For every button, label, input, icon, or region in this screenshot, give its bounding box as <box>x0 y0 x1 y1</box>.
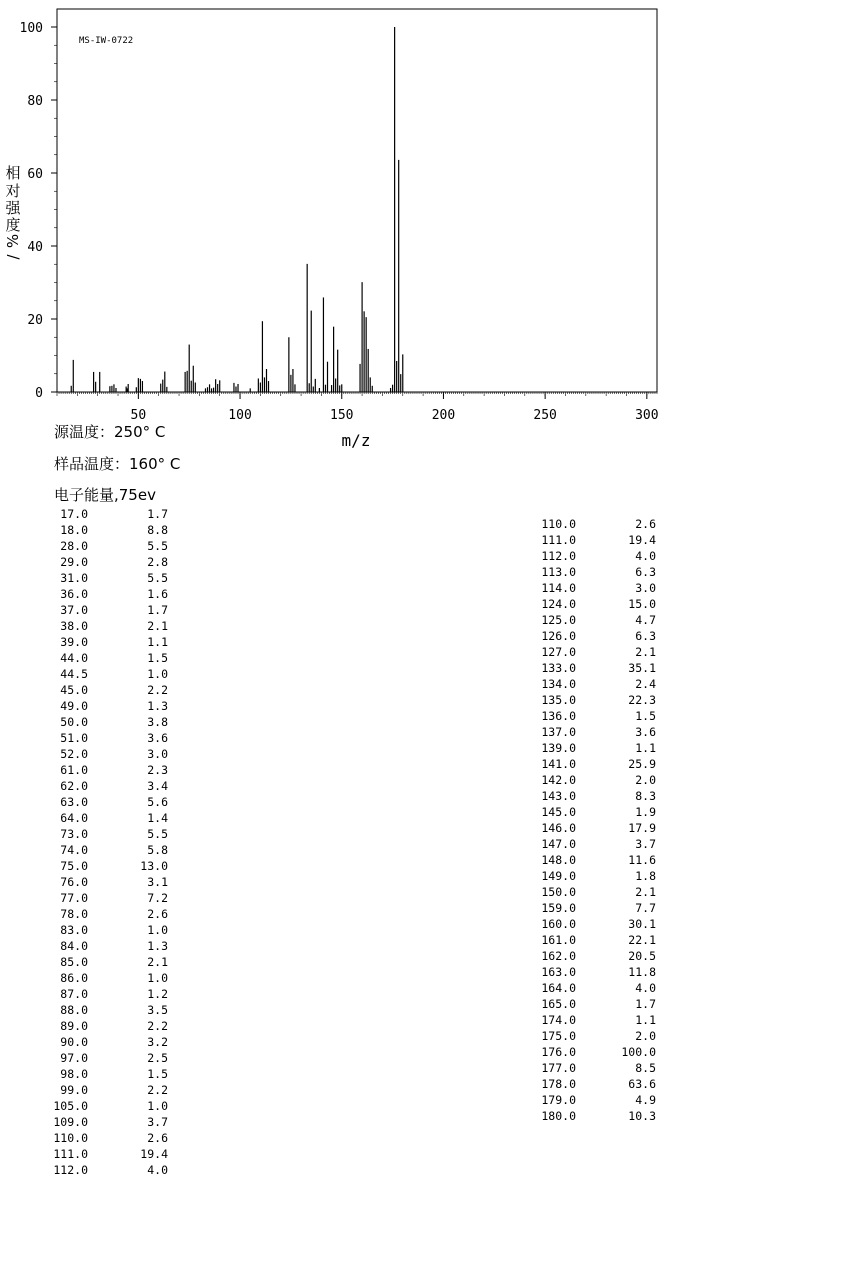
mz-value: 177.0 <box>541 1061 576 1075</box>
peak-table-row <box>48 858 168 874</box>
intensity-value: 35.1 <box>628 661 656 675</box>
intensity-value: 8.8 <box>147 523 168 537</box>
mz-value: 36.0 <box>60 587 88 601</box>
electron-energy: 电子能量,75ev <box>54 486 156 504</box>
peak-table-row <box>48 650 168 666</box>
intensity-value: 4.9 <box>635 1093 656 1107</box>
peak-table-row <box>48 634 168 650</box>
peak-table-row <box>48 1050 168 1066</box>
intensity-value: 3.6 <box>635 725 656 739</box>
mz-value: 44.0 <box>60 651 88 665</box>
mz-value: 64.0 <box>60 811 88 825</box>
peak-table-row <box>536 708 656 724</box>
intensity-value: 1.0 <box>147 971 168 985</box>
peak-table-row <box>48 1082 168 1098</box>
mz-value: 133.0 <box>541 661 576 675</box>
intensity-value: 1.7 <box>147 603 168 617</box>
mz-value: 162.0 <box>541 949 576 963</box>
mz-value: 99.0 <box>60 1083 88 1097</box>
mz-value: 134.0 <box>541 677 576 691</box>
mz-value: 50.0 <box>60 715 88 729</box>
peak-table-row <box>536 996 656 1012</box>
mz-value: 136.0 <box>541 709 576 723</box>
mz-value: 127.0 <box>541 645 576 659</box>
peak-table-row <box>48 570 168 586</box>
mz-value: 109.0 <box>53 1115 88 1129</box>
y-axis-label-char: 度 <box>5 216 21 234</box>
mz-value: 74.0 <box>60 843 88 857</box>
peak-table-row <box>536 612 656 628</box>
mz-value: 89.0 <box>60 1019 88 1033</box>
mz-value: 38.0 <box>60 619 88 633</box>
mz-value: 139.0 <box>541 741 576 755</box>
source-temperature: 源温度：250° C <box>54 423 166 441</box>
mz-value: 176.0 <box>541 1045 576 1059</box>
intensity-value: 11.8 <box>628 965 656 979</box>
mass-spectrum-chart <box>0 0 850 460</box>
mz-value: 174.0 <box>541 1013 576 1027</box>
peak-table-row <box>536 1076 656 1092</box>
mz-value: 78.0 <box>60 907 88 921</box>
intensity-value: 1.0 <box>147 1099 168 1113</box>
x-tick-label: 250 <box>533 408 557 423</box>
intensity-value: 22.1 <box>628 933 656 947</box>
peak-table-row <box>536 628 656 644</box>
peak-table-row <box>48 554 168 570</box>
peak-table-row <box>536 756 656 772</box>
intensity-value: 1.5 <box>635 709 656 723</box>
peak-table-row <box>536 516 656 532</box>
peak-table-row <box>536 692 656 708</box>
mz-value: 98.0 <box>60 1067 88 1081</box>
intensity-value: 1.2 <box>147 987 168 1001</box>
peak-table-row <box>536 1060 656 1076</box>
mz-value: 146.0 <box>541 821 576 835</box>
intensity-value: 1.4 <box>147 811 168 825</box>
mz-value: 61.0 <box>60 763 88 777</box>
intensity-value: 5.6 <box>147 795 168 809</box>
intensity-value: 3.2 <box>147 1035 168 1049</box>
mz-value: 88.0 <box>60 1003 88 1017</box>
intensity-value: 2.6 <box>635 517 656 531</box>
intensity-value: 1.3 <box>147 939 168 953</box>
intensity-value: 3.1 <box>147 875 168 889</box>
intensity-value: 19.4 <box>628 533 656 547</box>
intensity-value: 1.7 <box>147 507 168 521</box>
intensity-value: 5.5 <box>147 827 168 841</box>
mz-value: 37.0 <box>60 603 88 617</box>
intensity-value: 5.5 <box>147 571 168 585</box>
mz-value: 142.0 <box>541 773 576 787</box>
intensity-value: 2.2 <box>147 683 168 697</box>
peak-table-row <box>48 762 168 778</box>
intensity-value: 3.8 <box>147 715 168 729</box>
peak-table-row <box>536 676 656 692</box>
mz-value: 147.0 <box>541 837 576 851</box>
mz-value: 112.0 <box>541 549 576 563</box>
mz-value: 90.0 <box>60 1035 88 1049</box>
intensity-value: 1.0 <box>147 923 168 937</box>
intensity-value: 2.3 <box>147 763 168 777</box>
plot-frame <box>57 9 657 392</box>
peak-table-row <box>48 906 168 922</box>
intensity-value: 3.4 <box>147 779 168 793</box>
peak-table-row <box>48 1146 168 1162</box>
peak-table-row <box>48 746 168 762</box>
mz-value: 126.0 <box>541 629 576 643</box>
intensity-value: 3.5 <box>147 1003 168 1017</box>
peak-table-row <box>48 538 168 554</box>
peak-table-left <box>48 506 168 1178</box>
intensity-value: 15.0 <box>628 597 656 611</box>
peak-table-row <box>536 596 656 612</box>
mz-value: 165.0 <box>541 997 576 1011</box>
mz-value: 150.0 <box>541 885 576 899</box>
peak-table-row <box>48 970 168 986</box>
peak-table-row <box>48 618 168 634</box>
peak-table-row <box>48 1066 168 1082</box>
intensity-value: 7.7 <box>635 901 656 915</box>
peak-table-row <box>48 1162 168 1178</box>
intensity-value: 1.1 <box>635 741 656 755</box>
intensity-value: 4.0 <box>635 549 656 563</box>
mz-value: 18.0 <box>60 523 88 537</box>
peak-table-row <box>536 724 656 740</box>
y-axis-label-char: 对 <box>5 182 21 200</box>
mz-value: 31.0 <box>60 571 88 585</box>
mz-value: 84.0 <box>60 939 88 953</box>
mz-value: 160.0 <box>541 917 576 931</box>
mz-value: 124.0 <box>541 597 576 611</box>
peak-table-row <box>536 900 656 916</box>
peak-table-row <box>48 714 168 730</box>
intensity-value: 1.6 <box>147 587 168 601</box>
mz-value: 161.0 <box>541 933 576 947</box>
mz-value: 105.0 <box>53 1099 88 1113</box>
peak-table-row <box>536 948 656 964</box>
peak-table-row <box>48 682 168 698</box>
mz-value: 148.0 <box>541 853 576 867</box>
intensity-value: 10.3 <box>628 1109 656 1123</box>
sample-temperature: 样品温度：160° C <box>54 455 181 473</box>
mz-value: 137.0 <box>541 725 576 739</box>
y-axis-label-char: 相 <box>5 164 21 182</box>
peak-table-row <box>48 890 168 906</box>
peak-table-row <box>536 564 656 580</box>
peak-table-row <box>536 1012 656 1028</box>
plot-area <box>20 9 659 423</box>
peak-table-row <box>48 826 168 842</box>
mz-value: 163.0 <box>541 965 576 979</box>
peak-table-row <box>48 730 168 746</box>
mz-value: 111.0 <box>541 533 576 547</box>
intensity-value: 4.0 <box>635 981 656 995</box>
intensity-value: 2.1 <box>635 885 656 899</box>
intensity-value: 3.7 <box>635 837 656 851</box>
intensity-value: 17.9 <box>628 821 656 835</box>
peak-table-row <box>48 1130 168 1146</box>
peak-table-row <box>48 602 168 618</box>
peak-table-row <box>536 660 656 676</box>
intensity-value: 4.0 <box>147 1163 168 1177</box>
mz-value: 49.0 <box>60 699 88 713</box>
peak-table-row <box>536 1028 656 1044</box>
intensity-value: 1.5 <box>147 651 168 665</box>
peak-table-row <box>48 922 168 938</box>
intensity-value: 2.5 <box>147 1051 168 1065</box>
y-tick-label: 0 <box>35 386 43 401</box>
peak-table-row <box>536 868 656 884</box>
intensity-value: 8.3 <box>635 789 656 803</box>
peak-table-row <box>48 1034 168 1050</box>
peak-table-row <box>48 666 168 682</box>
intensity-value: 5.5 <box>147 539 168 553</box>
mz-value: 17.0 <box>60 507 88 521</box>
peak-table-row <box>48 842 168 858</box>
peak-table-row <box>48 1018 168 1034</box>
peak-table-row <box>536 740 656 756</box>
intensity-value: 19.4 <box>140 1147 168 1161</box>
intensity-value: 2.6 <box>147 1131 168 1145</box>
peak-table-row <box>48 522 168 538</box>
mz-value: 164.0 <box>541 981 576 995</box>
peak-table-row <box>536 644 656 660</box>
x-tick-label: 50 <box>130 408 147 423</box>
peak-table-row <box>536 932 656 948</box>
y-axis-label-char: % <box>4 233 22 249</box>
peak-table-row <box>48 1098 168 1114</box>
mz-value: 125.0 <box>541 613 576 627</box>
y-tick-label: 20 <box>27 313 43 328</box>
intensity-value: 2.1 <box>147 619 168 633</box>
intensity-value: 8.5 <box>635 1061 656 1075</box>
peak-table-row <box>536 820 656 836</box>
y-axis-label-char: / <box>4 254 22 260</box>
mz-value: 29.0 <box>60 555 88 569</box>
peak-table-row <box>536 1044 656 1060</box>
mz-value: 28.0 <box>60 539 88 553</box>
intensity-value: 1.9 <box>635 805 656 819</box>
peak-table-row <box>48 778 168 794</box>
peak-table-row <box>48 586 168 602</box>
x-tick-label: 100 <box>228 408 252 423</box>
mz-value: 45.0 <box>60 683 88 697</box>
y-axis-label-char: 强 <box>5 199 21 217</box>
intensity-value: 2.1 <box>635 645 656 659</box>
peak-table-row <box>536 852 656 868</box>
intensity-value: 1.7 <box>635 997 656 1011</box>
mz-value: 75.0 <box>60 859 88 873</box>
mz-value: 159.0 <box>541 901 576 915</box>
mz-value: 62.0 <box>60 779 88 793</box>
mz-value: 175.0 <box>541 1029 576 1043</box>
x-axis-label: m/z <box>341 431 371 450</box>
mz-value: 87.0 <box>60 987 88 1001</box>
peak-table-row <box>48 986 168 1002</box>
mz-value: 97.0 <box>60 1051 88 1065</box>
mz-value: 149.0 <box>541 869 576 883</box>
mz-value: 112.0 <box>53 1163 88 1177</box>
mz-value: 85.0 <box>60 955 88 969</box>
x-tick-label: 150 <box>330 408 354 423</box>
mz-value: 180.0 <box>541 1109 576 1123</box>
peak-table-row <box>536 980 656 996</box>
peak-table-right <box>536 516 656 1124</box>
intensity-value: 3.6 <box>147 731 168 745</box>
intensity-value: 2.2 <box>147 1019 168 1033</box>
peak-table-row <box>536 884 656 900</box>
peak-table-row <box>536 964 656 980</box>
peak-table-row <box>48 938 168 954</box>
intensity-value: 13.0 <box>140 859 168 873</box>
intensity-value: 1.1 <box>147 635 168 649</box>
chart-title: MS-IW-0722 <box>79 36 134 46</box>
intensity-value: 3.0 <box>635 581 656 595</box>
intensity-value: 2.4 <box>635 677 656 691</box>
intensity-value: 1.5 <box>147 1067 168 1081</box>
mz-value: 114.0 <box>541 581 576 595</box>
intensity-value: 25.9 <box>628 757 656 771</box>
peak-table-row <box>536 916 656 932</box>
mz-value: 52.0 <box>60 747 88 761</box>
mz-value: 143.0 <box>541 789 576 803</box>
peak-table-row <box>536 580 656 596</box>
peak-table-row <box>48 698 168 714</box>
intensity-value: 1.1 <box>635 1013 656 1027</box>
intensity-value: 1.0 <box>147 667 168 681</box>
peak-table-row <box>536 1108 656 1124</box>
intensity-value: 2.0 <box>635 773 656 787</box>
mz-value: 73.0 <box>60 827 88 841</box>
intensity-value: 4.7 <box>635 613 656 627</box>
mz-value: 141.0 <box>541 757 576 771</box>
mz-value: 76.0 <box>60 875 88 889</box>
x-tick-label: 200 <box>431 408 456 423</box>
y-tick-label: 80 <box>27 94 43 109</box>
peak-table-row <box>48 954 168 970</box>
mz-value: 39.0 <box>60 635 88 649</box>
intensity-value: 2.8 <box>147 555 168 569</box>
peak-table-row <box>48 1114 168 1130</box>
y-tick-label: 60 <box>27 167 43 182</box>
intensity-value: 20.5 <box>628 949 656 963</box>
intensity-value: 2.1 <box>147 955 168 969</box>
mz-value: 110.0 <box>541 517 576 531</box>
peak-table-row <box>536 804 656 820</box>
mz-value: 51.0 <box>60 731 88 745</box>
mz-value: 145.0 <box>541 805 576 819</box>
intensity-value: 1.8 <box>635 869 656 883</box>
mz-value: 44.5 <box>60 667 88 681</box>
mz-value: 63.0 <box>60 795 88 809</box>
mz-value: 113.0 <box>541 565 576 579</box>
intensity-value: 2.0 <box>635 1029 656 1043</box>
intensity-value: 63.6 <box>628 1077 656 1091</box>
peak-table-row <box>536 772 656 788</box>
peak-table-row <box>48 1002 168 1018</box>
x-tick-label: 300 <box>635 408 659 423</box>
intensity-value: 30.1 <box>628 917 656 931</box>
peak-table-row <box>536 548 656 564</box>
mz-value: 77.0 <box>60 891 88 905</box>
peak-table-row <box>536 836 656 852</box>
peak-table-row <box>48 874 168 890</box>
peak-table-row <box>536 788 656 804</box>
intensity-value: 100.0 <box>621 1045 656 1059</box>
intensity-value: 3.0 <box>147 747 168 761</box>
peak-table-row <box>48 506 168 522</box>
mz-value: 178.0 <box>541 1077 576 1091</box>
mz-value: 179.0 <box>541 1093 576 1107</box>
intensity-value: 22.3 <box>628 693 656 707</box>
intensity-value: 7.2 <box>147 891 168 905</box>
peak-table-row <box>48 794 168 810</box>
mz-value: 83.0 <box>60 923 88 937</box>
y-axis-label <box>4 164 22 260</box>
intensity-value: 6.3 <box>635 629 656 643</box>
intensity-value: 2.6 <box>147 907 168 921</box>
intensity-value: 2.2 <box>147 1083 168 1097</box>
peak-table-row <box>536 532 656 548</box>
mz-value: 111.0 <box>53 1147 88 1161</box>
intensity-value: 3.7 <box>147 1115 168 1129</box>
intensity-value: 11.6 <box>628 853 656 867</box>
y-tick-label: 40 <box>27 240 43 255</box>
mz-value: 110.0 <box>53 1131 88 1145</box>
intensity-value: 1.3 <box>147 699 168 713</box>
intensity-value: 5.8 <box>147 843 168 857</box>
mz-value: 86.0 <box>60 971 88 985</box>
peak-table-row <box>48 810 168 826</box>
intensity-value: 6.3 <box>635 565 656 579</box>
peak-table-row <box>536 1092 656 1108</box>
y-tick-label: 100 <box>19 21 43 36</box>
mz-value: 135.0 <box>541 693 576 707</box>
